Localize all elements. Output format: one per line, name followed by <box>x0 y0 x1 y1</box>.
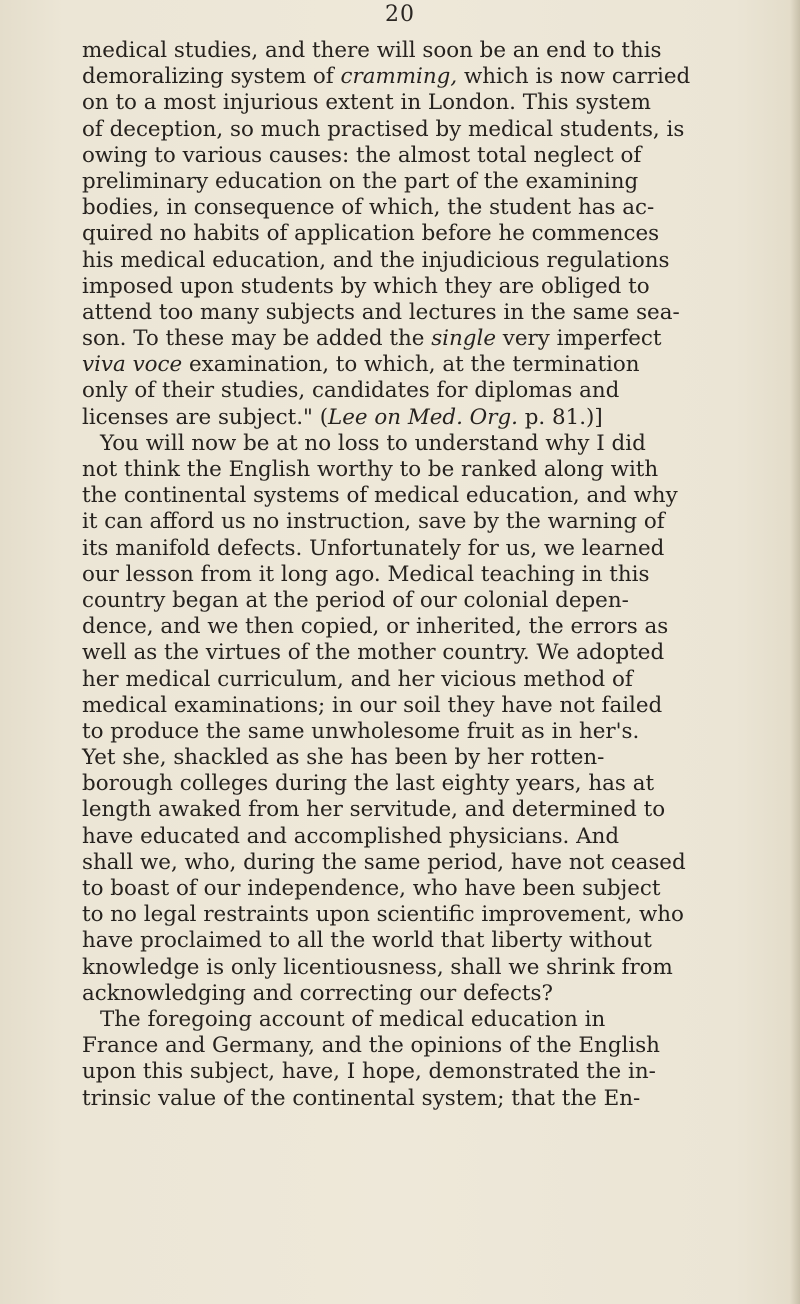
text-segment: to boast of our independence, who have been subject <box>82 876 661 901</box>
text-segment: which is now carried <box>457 64 691 90</box>
text-line <box>82 745 782 771</box>
text-line <box>82 981 782 1007</box>
text-line <box>82 405 782 431</box>
text-segment: quired no habits of application before he commences <box>82 221 660 247</box>
text-line <box>82 902 782 928</box>
text-segment: only of their studies, candidates for diplomas and <box>82 378 620 404</box>
text-segment: acknowledging and correcting our defects? <box>82 980 553 1006</box>
text-segment: examination, to which, at the termination <box>182 352 640 378</box>
text-line <box>82 824 782 850</box>
text-segment: p. 81.)] <box>517 404 603 430</box>
text-segment: imposed upon students by which they are obliged to <box>82 273 650 299</box>
text-segment: have educated and accomplished physicians. And <box>82 823 620 849</box>
text-segment: to no legal restraints upon scientific improvement, who <box>82 902 684 928</box>
text-segment: his medical education, and the injudicious regulations <box>82 247 670 273</box>
text-line <box>82 352 782 378</box>
text-line <box>82 483 782 509</box>
text-segment: France and Germany, and the opinions of the English <box>82 1033 660 1059</box>
text-segment: it can afford us no instruction, save by the warning of <box>82 509 665 535</box>
text-line <box>82 693 782 719</box>
body-text <box>82 38 782 1112</box>
text-line <box>82 928 782 954</box>
text-segment: country began at the period of our colonial depen- <box>82 587 629 613</box>
text-line <box>82 614 782 640</box>
text-segment: our lesson from it long ago. Medical teaching in this <box>82 561 650 587</box>
page-number: 20 <box>385 2 415 27</box>
text-segment: upon this subject, have, I hope, demonstrated the in- <box>82 1059 656 1085</box>
text-segment: medical studies, and there will soon be an end to this <box>82 38 662 63</box>
text-segment: Yet she, shackled as she has been by her rotten- <box>82 745 605 771</box>
text-line <box>82 719 782 745</box>
text-line <box>82 1033 782 1059</box>
text-segment: not think the English worthy to be ranked along with <box>82 457 659 482</box>
text-line <box>82 90 782 116</box>
text-segment: bodies, in consequence of which, the student has ac- <box>82 195 655 221</box>
text-segment: licenses are subject." ( <box>82 404 329 430</box>
text-line <box>82 195 782 221</box>
text-segment: her medical curriculum, and her vicious method of <box>82 666 633 692</box>
page-edge-shadow <box>790 0 800 1304</box>
text-segment: on to a most injurious extent in London. This system <box>82 90 651 116</box>
text-line <box>82 143 782 169</box>
text-line <box>82 326 782 352</box>
text-segment: The foregoing account of medical education in <box>100 1006 606 1032</box>
text-line <box>82 248 782 274</box>
text-line <box>82 955 782 981</box>
text-line <box>82 64 782 90</box>
text-segment: preliminary education on the part of the examining <box>82 168 639 194</box>
text-segment: You will now be at no loss to understand why I did <box>100 430 646 456</box>
text-line <box>82 378 782 404</box>
text-segment: of deception, so much practised by medical students, is <box>82 116 685 142</box>
text-line <box>82 274 782 300</box>
text-line <box>82 588 782 614</box>
text-segment: length awaked from her servitude, and determined to <box>82 797 666 823</box>
text-segment: the continental systems of medical education, and why <box>82 483 678 509</box>
text-line <box>82 876 782 902</box>
text-line <box>82 536 782 562</box>
text-line <box>82 1086 782 1112</box>
italic-text: cramming, <box>340 64 458 90</box>
text-segment: shall we, who, during the same period, have not ceased <box>82 849 686 875</box>
text-line <box>82 221 782 247</box>
text-segment: trinsic value of the continental system; that the En- <box>82 1085 641 1111</box>
italic-text: viva voce <box>82 352 183 378</box>
text-line <box>82 640 782 666</box>
text-line <box>82 38 782 64</box>
text-line <box>82 667 782 693</box>
text-segment: to produce the same unwholesome fruit as in her's. <box>82 718 640 744</box>
text-segment: borough colleges during the last eighty years, has at <box>82 771 655 797</box>
text-line <box>82 509 782 535</box>
text-line <box>82 300 782 326</box>
text-line <box>82 850 782 876</box>
text-line <box>82 457 782 483</box>
text-line <box>82 797 782 823</box>
text-line <box>82 771 782 797</box>
text-segment: its manifold defects. Unfortunately for us, we learned <box>82 535 665 561</box>
text-line <box>82 1059 782 1085</box>
text-segment: owing to various causes: the almost total neglect of <box>82 142 642 168</box>
text-segment: medical examinations; in our soil they have not failed <box>82 692 663 718</box>
text-line <box>82 1007 782 1033</box>
text-line <box>82 169 782 195</box>
text-line <box>82 431 782 457</box>
text-segment: well as the virtues of the mother country. We adopted <box>82 640 665 666</box>
italic-text: Lee on Med. Org. <box>328 404 518 430</box>
text-segment: very imperfect <box>495 326 662 352</box>
text-line <box>82 117 782 143</box>
text-segment: dence, and we then copied, or inherited, the errors as <box>82 614 669 640</box>
text-segment: knowledge is only licentiousness, shall we shrink from <box>82 954 673 980</box>
text-segment: demoralizing system of <box>82 64 341 90</box>
text-line <box>82 562 782 588</box>
italic-text: single <box>431 326 496 352</box>
text-segment: attend too many subjects and lectures in the same sea- <box>82 299 680 325</box>
text-segment: have proclaimed to all the world that liberty without <box>82 928 652 954</box>
text-segment: son. To these may be added the <box>82 326 432 352</box>
